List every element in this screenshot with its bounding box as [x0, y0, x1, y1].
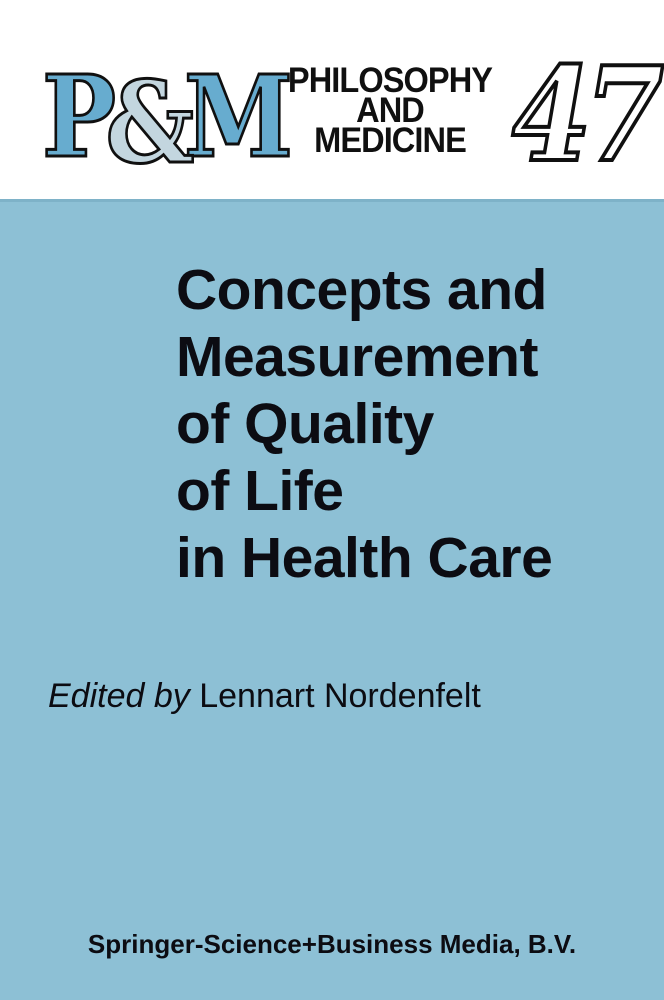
title-line-1: Concepts and [176, 258, 547, 322]
title-line-4: of Life [176, 459, 344, 523]
series-name-line-2: AND [356, 91, 424, 130]
series-name-line-1: PHILOSOPHY [287, 61, 493, 100]
series-name-line-3: MEDICINE [314, 121, 466, 160]
series-name [280, 61, 499, 160]
series-volume-number: 47 [512, 38, 658, 191]
pm-monogram-logo [42, 52, 283, 189]
monogram-letter-p: P [42, 52, 106, 183]
book-title [176, 257, 552, 592]
title-line-5: in Health Care [176, 526, 553, 590]
monogram-ampersand: & [105, 57, 184, 189]
monogram-letter-m: M [183, 52, 283, 183]
publisher-imprint: Springer-Science+Business Media, B.V. [87, 929, 577, 959]
title-line-2: Measurement [176, 325, 538, 389]
editor-prefix: Edited by [48, 677, 190, 715]
series-header-band [0, 0, 664, 199]
editor-name: Lennart Nordenfelt [189, 677, 481, 715]
editor-credit [48, 676, 481, 716]
title-line-3: of Quality [176, 392, 434, 456]
